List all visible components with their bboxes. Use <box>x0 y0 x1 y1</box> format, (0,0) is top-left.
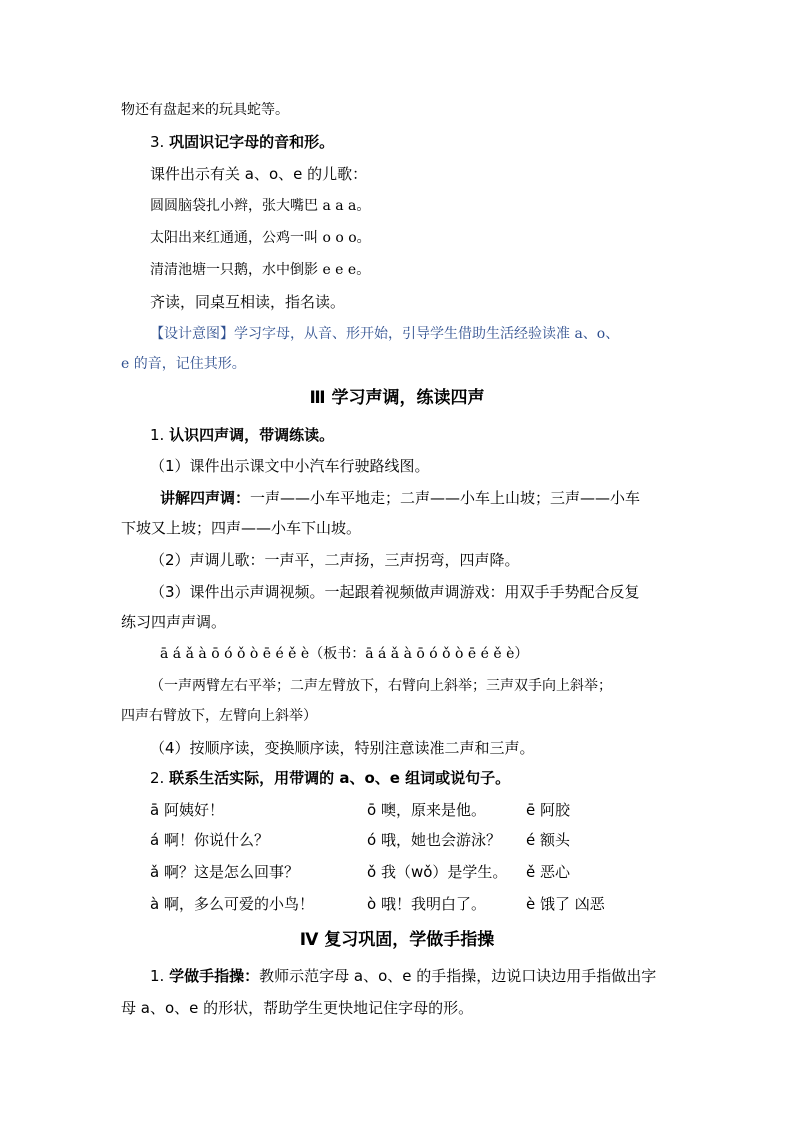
text-line: （4）按顺序读，变换顺序读，特别注意读准二声和三声。 <box>150 739 535 757</box>
item-number: 1. <box>150 967 165 985</box>
item-heading: 认识四声调，带调练读。 <box>169 426 335 444</box>
inline-bold: 讲解四声调： <box>160 489 251 507</box>
gesture-note: （一声两臂左右平举；二声左臂放下，右臂向上斜举；三声双手向上斜举； <box>150 678 612 694</box>
design-intent-note: 【设计意图】学习字母，从音、形开始，引导学生借助生活经验读准 a、o、 <box>150 326 620 342</box>
text-line: （3）课件出示声调视频。一起跟着视频做声调游戏：用双手手势配合反复 <box>150 583 640 601</box>
item-number: 2. <box>150 769 165 787</box>
table-cell: ē 阿胶 <box>526 801 570 819</box>
item-number: 3. <box>150 133 165 151</box>
table-cell: è 饿了 凶恶 <box>526 895 605 913</box>
section-heading: Ⅳ 复习巩固，学做手指操 <box>299 930 495 950</box>
table-cell: ó 哦，她也会游泳？ <box>367 831 501 849</box>
item-heading: 联系生活实际，用带调的 a、o、e 组词或说句子。 <box>169 769 511 787</box>
text-line <box>160 488 640 508</box>
item-number: 1. <box>150 426 165 444</box>
table-cell: á 啊！你说什么？ <box>150 831 269 849</box>
table-cell: ò 哦！我明白了。 <box>367 895 486 913</box>
poem-line: 太阳出来红通通，公鸡一叫 o o o。 <box>150 230 371 246</box>
gesture-note-cont: 四声右臂放下，左臂向上斜举） <box>121 708 317 724</box>
design-intent-note-cont: e 的音，记住其形。 <box>121 356 246 372</box>
text-line: （2）声调儿歌：一声平，二声扬，三声拐弯，四声降。 <box>150 551 520 569</box>
table-cell: ě 恶心 <box>526 863 570 881</box>
table-cell: é 额头 <box>526 831 570 849</box>
poem-line: 圆圆脑袋扎小辫，张大嘴巴 a a a。 <box>150 198 371 214</box>
table-cell: à 啊，多么可爱的小鸟！ <box>150 895 314 913</box>
list-item <box>150 132 334 152</box>
table-cell: ō 噢，原来是他。 <box>367 801 486 819</box>
item-heading: 巩固识记字母的音和形。 <box>169 133 335 151</box>
table-cell: ā 阿姨好！ <box>150 801 224 819</box>
text-line: 齐读，同桌互相读，指名读。 <box>150 293 346 311</box>
table-cell: ǒ 我（wǒ）是学生。 <box>367 863 508 881</box>
inline-text: 教师示范字母 a、o、e 的手指操，边说口诀边用手指做出字 <box>259 967 657 985</box>
text-line: 下坡又上坡；四声——小车下山坡。 <box>121 519 362 537</box>
text-line: 练习四声声调。 <box>121 613 227 631</box>
inline-bold: 学做手指操： <box>169 967 260 985</box>
list-item <box>150 768 510 788</box>
section-heading: Ⅲ 学习声调，练读四声 <box>309 388 485 408</box>
list-item <box>150 966 656 986</box>
text-line: 物还有盘起来的玩具蛇等。 <box>121 102 289 118</box>
text-line: （1）课件出示课文中小汽车行驶路线图。 <box>150 457 430 475</box>
text-line: 课件出示有关 a、o、e 的儿歌： <box>150 165 368 183</box>
tone-marks-line: ā á ǎ à ō ó ǒ ò ē é ě è（板书：ā á ǎ à ō ó ǒ ò ē é ě è） <box>160 646 529 662</box>
table-cell: ǎ 啊？这是怎么回事？ <box>150 863 299 881</box>
inline-text: 一声——小车平地走；二声——小车上山坡；三声——小车 <box>250 489 641 507</box>
list-item <box>150 425 334 445</box>
poem-line: 清清池塘一只鹅，水中倒影 e e e。 <box>150 262 371 278</box>
text-line: 母 a、o、e 的形状，帮助学生更快地记住字母的形。 <box>121 999 474 1017</box>
